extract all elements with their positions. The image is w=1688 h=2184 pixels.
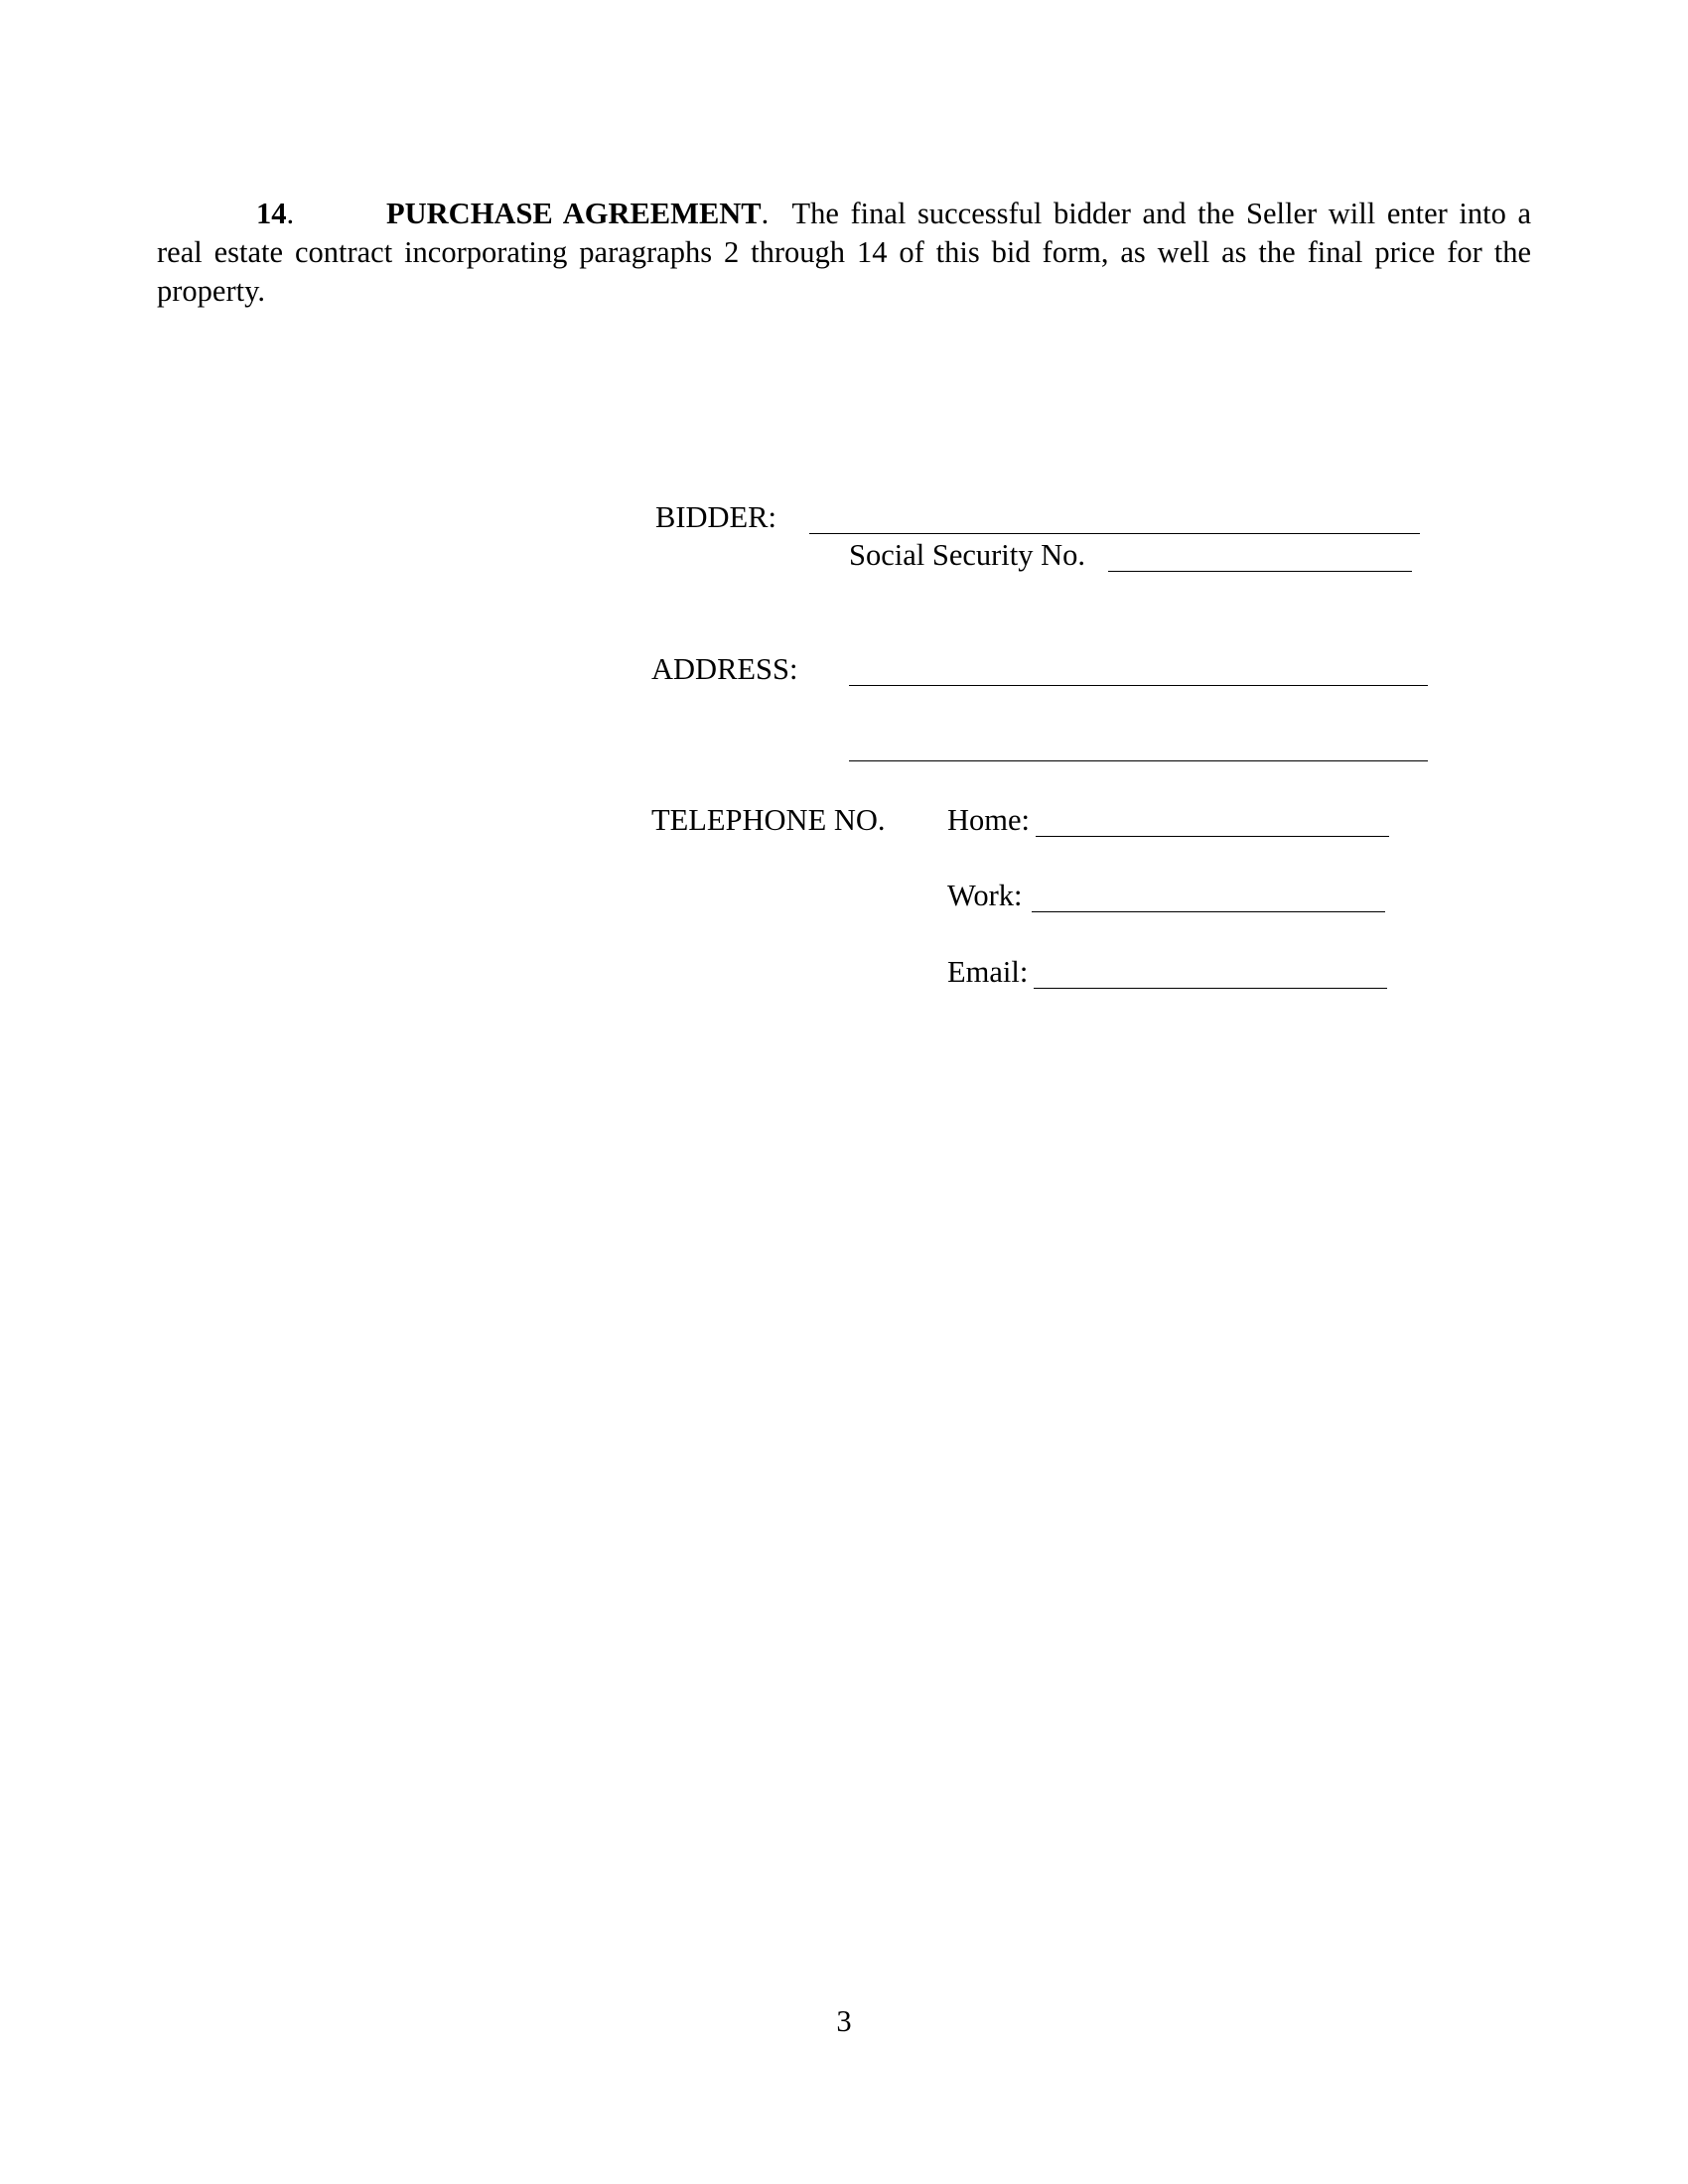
page-number: 3: [836, 2004, 852, 2038]
paragraph-text-1: The final successful bidder and the Seller will enter into a: [791, 197, 1531, 230]
bidder-signature-line[interactable]: [809, 533, 1420, 534]
paragraph-line-2: real estate contract incorporating paragraphs 2 through 14 of this bid form, as well as the final price for the: [157, 235, 1531, 269]
telephone-label: TELEPHONE NO.: [651, 803, 886, 837]
address-line-2[interactable]: [849, 760, 1428, 761]
purchase-agreement-paragraph: [157, 195, 1531, 311]
ssn-label: Social Security No.: [849, 538, 1086, 572]
home-label: Home:: [947, 803, 1031, 837]
address-label: ADDRESS:: [651, 652, 798, 686]
paragraph-line-1: 14. PURCHASE AGREEMENT. The final successful bidder and the Seller will enter into a: [256, 197, 1531, 230]
email-line[interactable]: [1034, 988, 1387, 989]
email-label: Email:: [947, 955, 1029, 989]
paragraph-line-3: property.: [157, 274, 265, 308]
bidder-label: BIDDER:: [655, 500, 776, 534]
work-phone-line[interactable]: [1032, 911, 1385, 912]
ssn-line[interactable]: [1108, 571, 1412, 572]
home-phone-line[interactable]: [1036, 836, 1389, 837]
section-heading: PURCHASE AGREEMENT: [386, 197, 762, 230]
address-line-1[interactable]: [849, 685, 1428, 686]
work-label: Work:: [947, 879, 1023, 912]
section-number: 14.: [256, 197, 295, 230]
